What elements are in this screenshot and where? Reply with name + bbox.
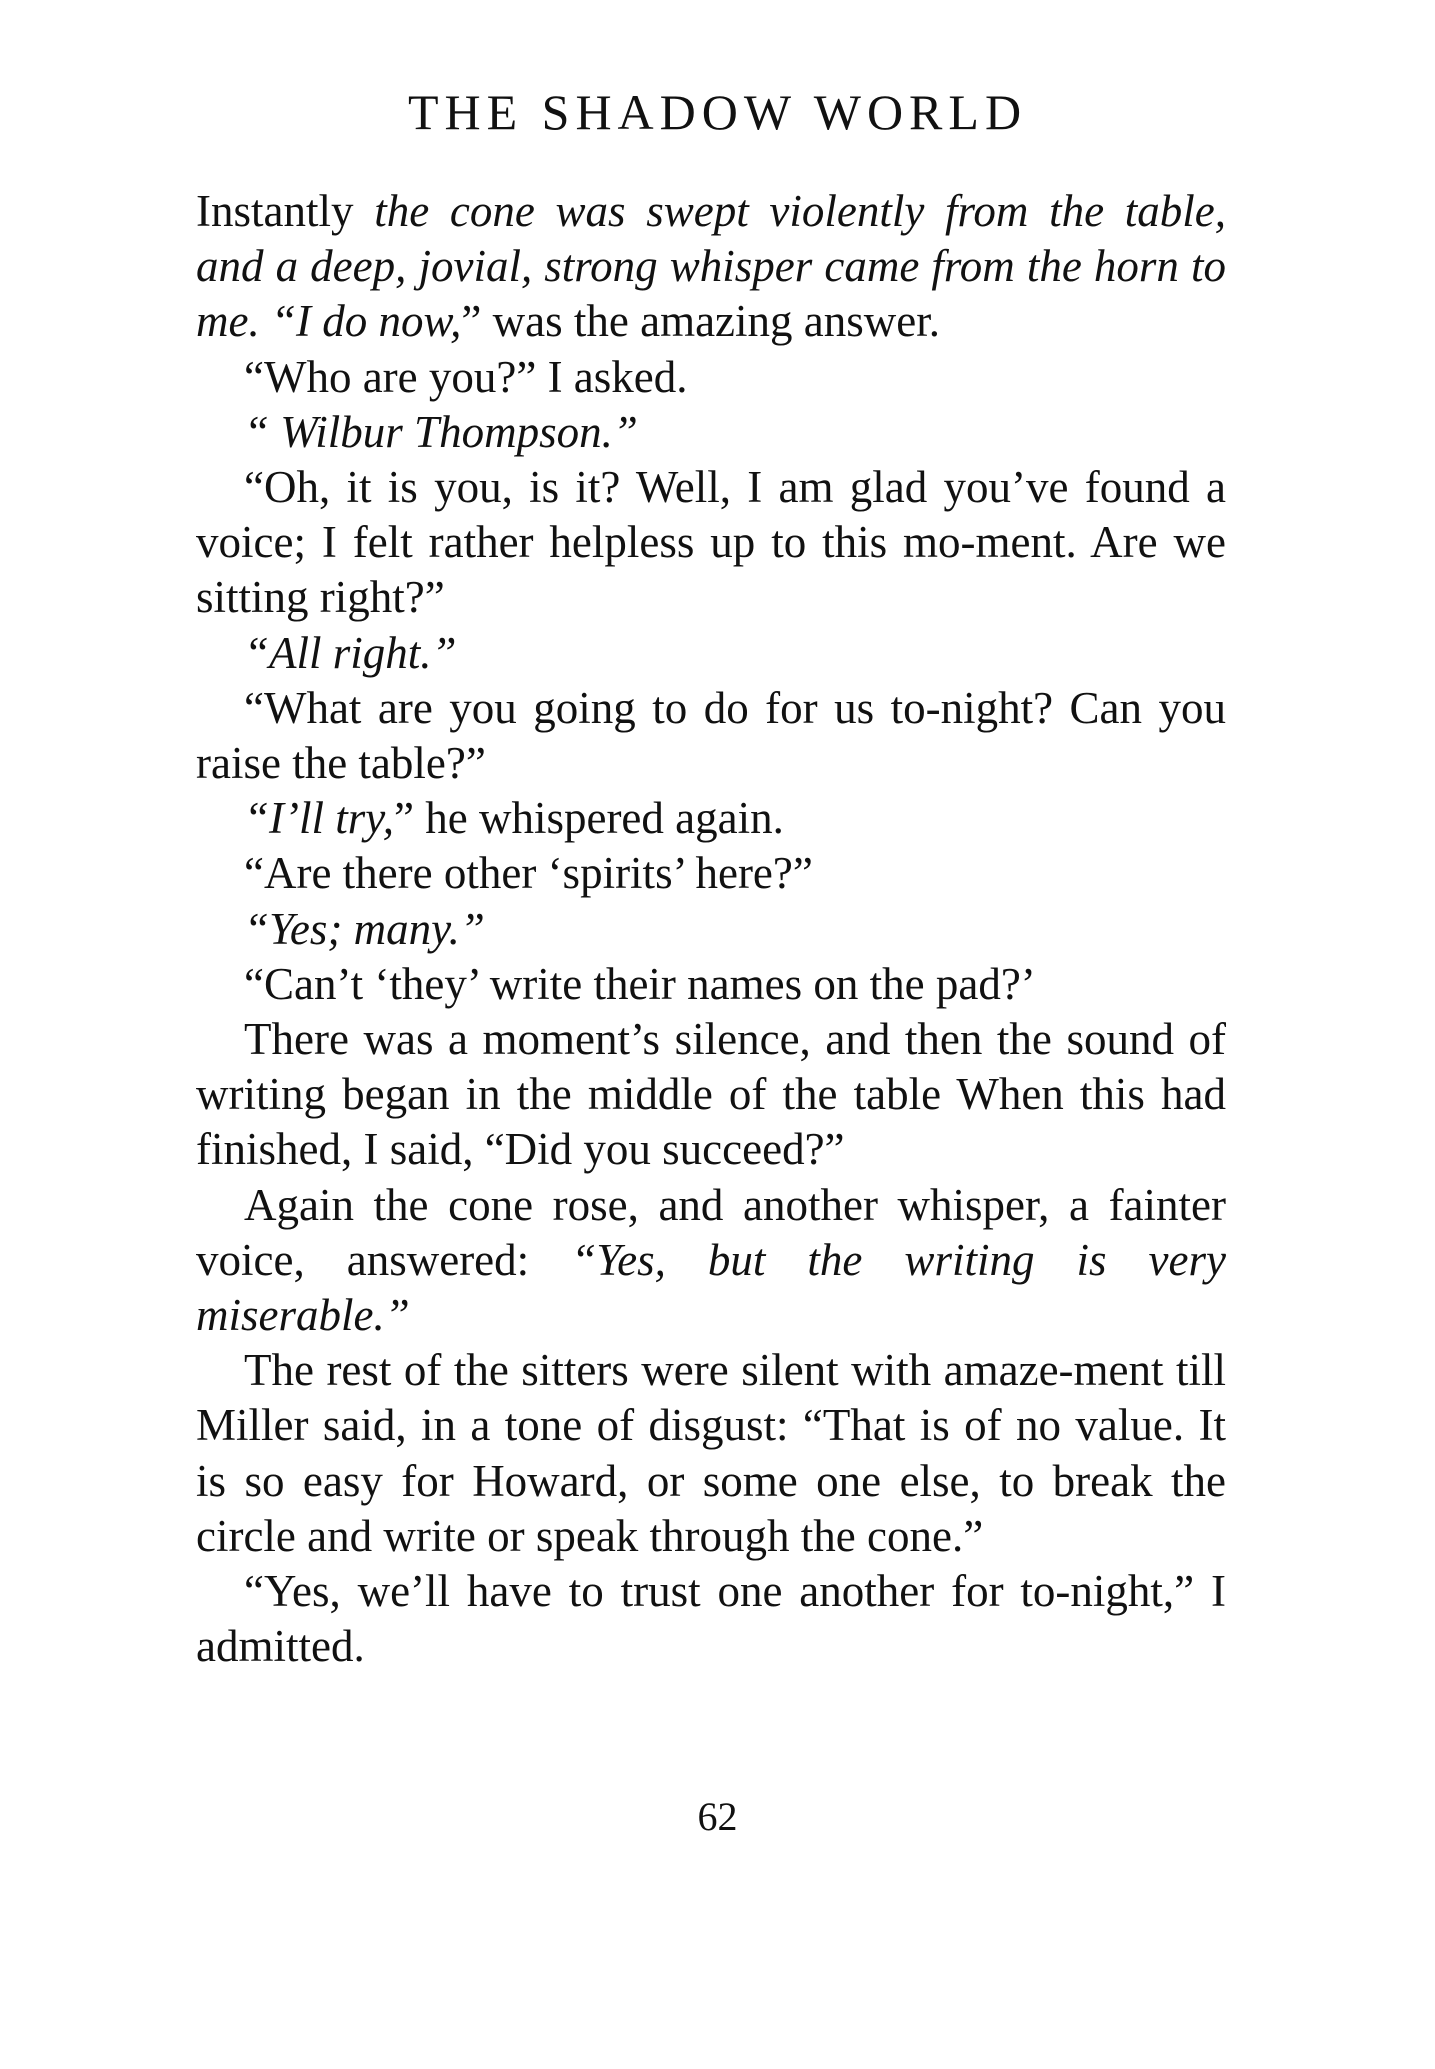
paragraph (196, 681, 1226, 791)
paragraph (196, 791, 1226, 846)
paragraph (196, 460, 1226, 626)
running-head: THE SHADOW WORLD (407, 84, 1028, 140)
text-segment: Instantly (196, 186, 375, 236)
italic-segment: “Yes; many.” (244, 903, 485, 954)
paragraph (196, 405, 1226, 460)
paragraph (196, 1343, 1226, 1564)
text-segment: There was a moment’s silence, and then the sound of writing began in the middle of the table When this had finished, I said, “Did you succeed?” (196, 1014, 1226, 1175)
text-segment: Again the cone rose, and another whisper, a fainter voice, answered: (196, 1179, 1226, 1285)
paragraph (196, 902, 1226, 957)
italic-segment: the cone was swept violently from the table, and a deep, jovial, strong whisper came from the horn to me. “I do now, (196, 186, 1226, 347)
paragraph (196, 846, 1226, 901)
paragraph (196, 1564, 1226, 1674)
paragraph (196, 350, 1226, 405)
text-segment: “Oh, it is you, is it? Well, I am glad you’ve found a voice; I felt rather helpless up to this mo-ment. Are we sitting right?” (196, 462, 1226, 623)
paragraph (196, 626, 1226, 681)
paragraph (196, 184, 1226, 350)
italic-segment: “ Wilbur Thompson.” (244, 406, 638, 457)
text-segment: “Can’t ‘they’ write their names on the pad?’ (244, 958, 1036, 1009)
text-segment: “Are there other ‘spirits’ here?” (244, 848, 813, 899)
italic-segment: “I’ll try, (244, 793, 395, 844)
text-segment: The rest of the sitters were silent with amaze-ment till Miller said, in a tone of disgust: “That is of no value. It is so easy for Howard, or some one else, to break the circle and write or speak through the cone.” (196, 1345, 1226, 1561)
italic-segment: “Yes, but the writing is very miserable.” (196, 1234, 1226, 1341)
text-segment: “Who are you?” I asked. (244, 351, 688, 402)
page-number: 62 (697, 1794, 738, 1839)
paragraph (196, 957, 1226, 1012)
text-segment: “Yes, we’ll have to trust one another for to-night,” I admitted. (196, 1566, 1226, 1672)
text-segment: ” was the amazing answer. (461, 296, 940, 347)
text-segment: “What are you going to do for us to-night? Can you raise the table?” (196, 682, 1226, 789)
italic-segment: “All right.” (244, 627, 457, 678)
paragraph (196, 1178, 1226, 1344)
text-segment: ” he whispered again. (394, 793, 784, 844)
paragraph (196, 1012, 1226, 1178)
body-text (196, 184, 1226, 1674)
